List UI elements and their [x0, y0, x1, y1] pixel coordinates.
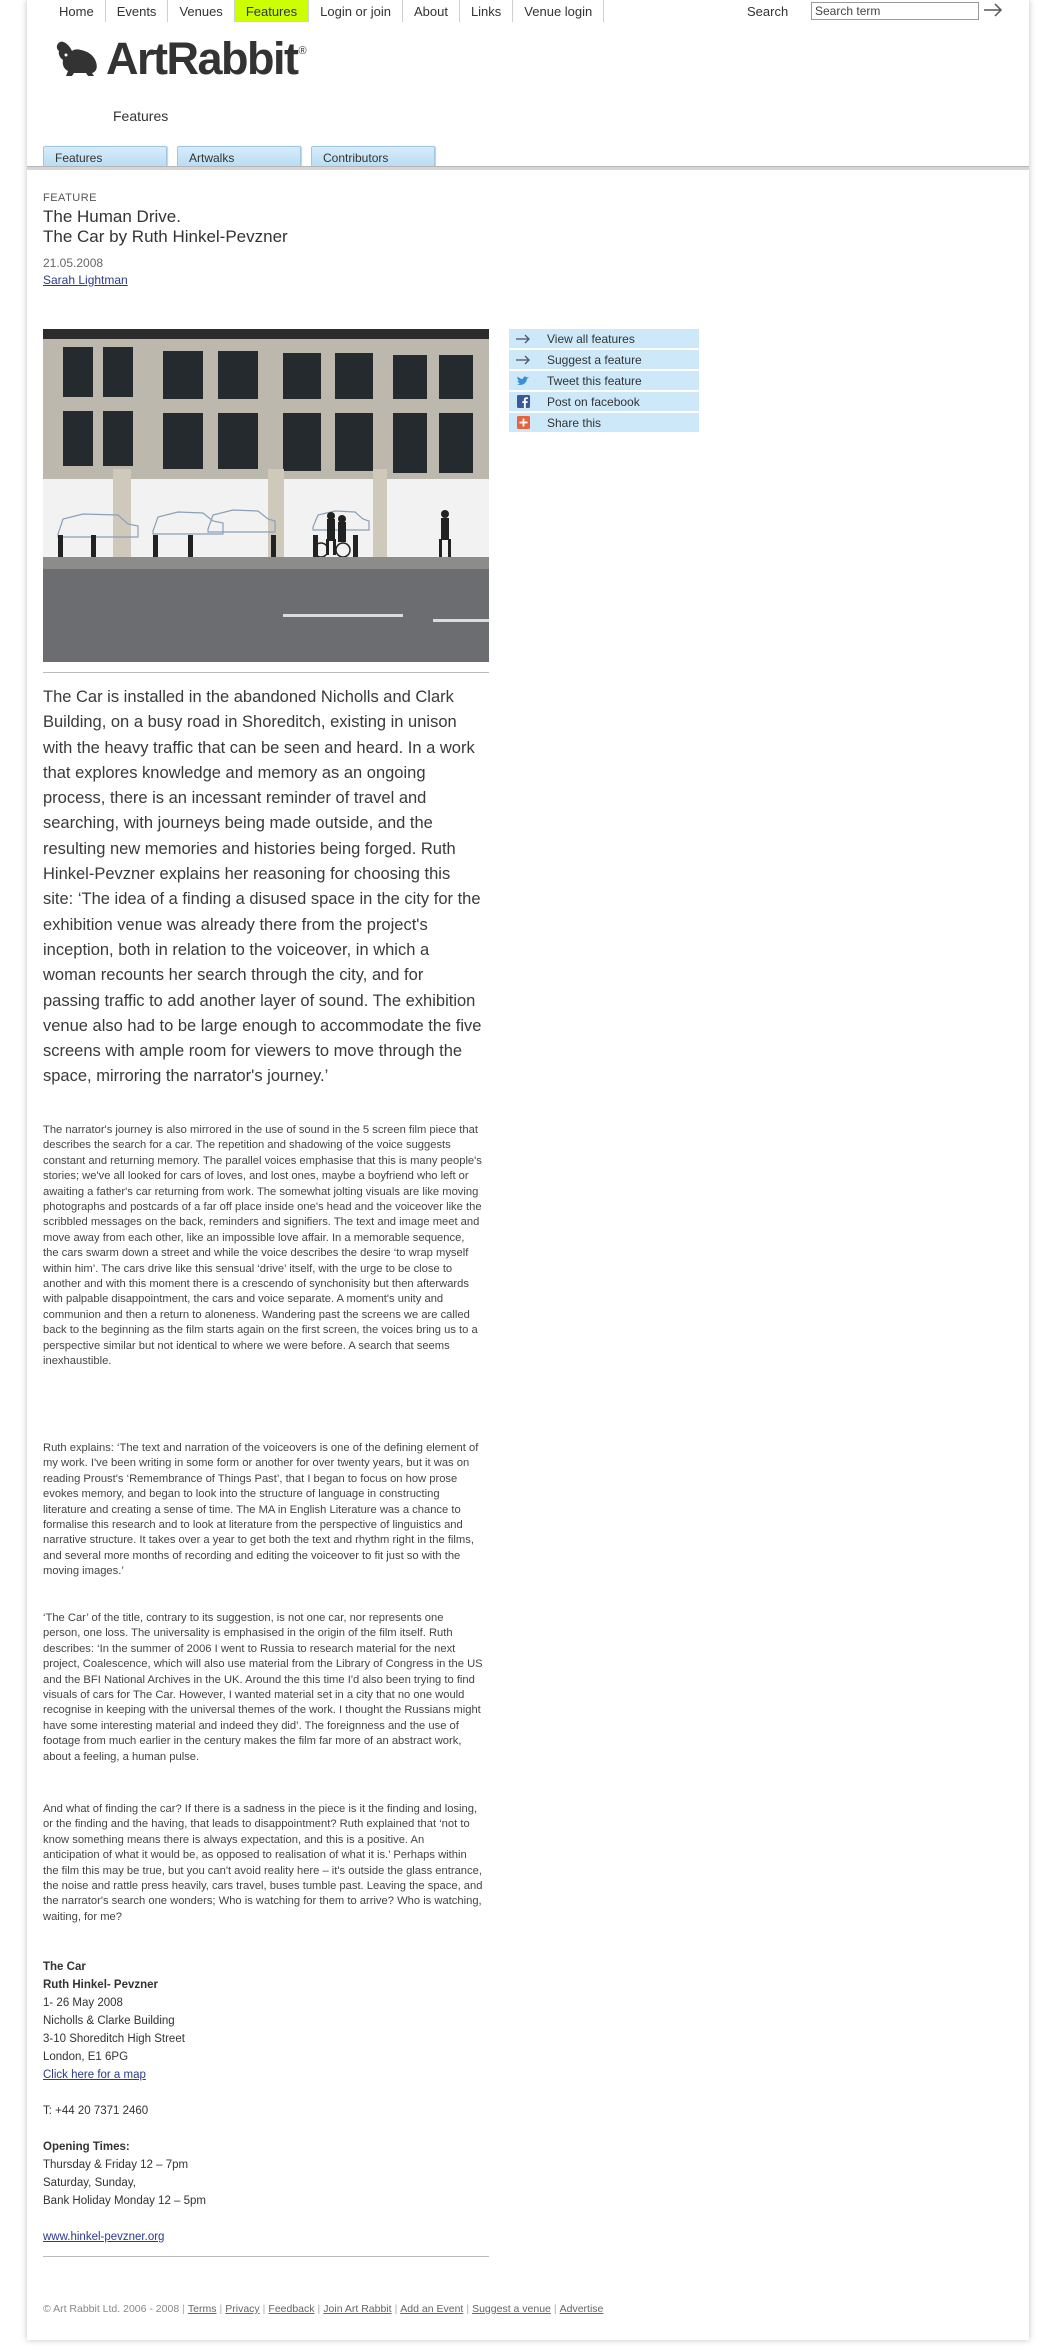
tab-artwalks[interactable]: Artwalks — [177, 146, 301, 167]
feature-sidebar — [509, 329, 699, 434]
tab-divider — [27, 166, 1029, 170]
article-title — [43, 207, 288, 247]
sidebar-share-this[interactable] — [509, 413, 699, 432]
facebook-icon — [509, 392, 537, 411]
footer-link-privacy[interactable]: Privacy — [225, 2303, 260, 2315]
artist-website-link[interactable]: www.hinkel-pevzner.org — [43, 2231, 165, 2243]
footer-copyright: © Art Rabbit Ltd. 2006 - 2008 — [43, 2303, 180, 2315]
nav-links[interactable]: Links — [460, 0, 513, 22]
search-input[interactable] — [811, 2, 979, 20]
article-paragraph-1: The narrator's journey is also mirrored in the use of sound in the 5 screen film piece that describes the search for a car. The repetition and shadowing of the voice suggests constant and returning memory. The parallel voices emphasise that this is many people's stories; we've all looked for cars of loves, and lost ones, maybe a boyfriend who left or awaiting a father's car returning from work. The somewhat jolting visuals are like moving photographs and postcards of a far off place inside one's head and the voiceover like the scribbled messages on the back, reminders and signifiers. The text and image meet and move away from each other, like an impossible love affair. In a memorable sequence, the cars swarm down a street and while the voice describes the desire ‘to wrap myself within him’. The cars drive like this sensual ‘drive’ itself, with the urge to be close to another and with this moment there is a crescendo of synchonisity but then afterwards with palpable disappointment, the cars and voice separate. A moment's unity and communion and then a return to aloneness. Wandering past the screens we are called back to the beginning as the film starts again on the first screen, the voices bring us to a perspective similar but not identical to where we were before. A search that seems inexhaustible. — [43, 1124, 482, 1368]
info-artist: Ruth Hinkel- Pevzner — [43, 1979, 159, 1991]
info-dates: 1- 26 May 2008 — [43, 1997, 123, 2009]
footer-link-join[interactable]: Join Art Rabbit — [323, 2303, 392, 2315]
opening-times-line-1: Thursday & Friday 12 – 7pm — [43, 2159, 189, 2171]
nav-events[interactable]: Events — [106, 0, 169, 22]
top-nav — [48, 0, 604, 22]
section-tabs — [43, 146, 445, 167]
article-lead: The Car is installed in the abandoned Nicholls and Clark Building, on a busy road in Shoreditch, existing in unison with the heavy traffic that can be seen and heard. In a work that explores knowledge and memory as an ongoing process, there is an incessant reminder of travel and searching, with journeys being made outside, and the resulting new memories and histories being forged. Ruth Hinkel-Pevzner explains her reasoning for choosing this site: ‘The idea of a finding a disused space in the city for the exhibition venue was already there from the project's inception, both in relation to the voiceover, in which a woman recounts her search through the city, and for passing traffic to add another layer of sound. The exhibition venue also had to be large enough to accommodate the five screens with ample room for viewers to move through the space, mirroring the narrator's journey.’ — [43, 688, 482, 1086]
article-title-line2: The Car by Ruth Hinkel-Pevzner — [43, 227, 288, 246]
info-street: 3-10 Shoreditch High Street — [43, 2033, 185, 2045]
arrow-icon — [509, 329, 537, 348]
article-paragraph-3: ‘The Car’ of the title, contrary to its suggestion, is not one car, nor represents one person, one loss. The universality is emphasised in the origin of the film itself. Ruth describes: ‘In the summer of 2006 I went to Russia to research material for the next project, Coalescence, which will also use material from the Library of Congress in the US and the BFI National Archives in the UK. Around the this time I'd also been trying to find visuals of cars for The Car. However, I wanted material set in a city that no one would recognise in keeping with the universal themes of the work. I thought the Russians might have some interesting material and indeed they did’. The foreignness and the use of footage from much earlier in the century makes the film far more of an abstract work, about a feeling, a human pulse. — [43, 1612, 483, 1763]
opening-times-line-2: Saturday, Sunday, — [43, 2177, 136, 2189]
info-work-title: The Car — [43, 1961, 86, 1973]
map-link[interactable]: Click here for a map — [43, 2069, 146, 2081]
share-icon — [509, 413, 537, 432]
building-photo-illustration — [43, 329, 489, 662]
site-footer: © Art Rabbit Ltd. 2006 - 2008 | Terms | Privacy | Feedback | Join Art Rabbit | Add an Event | Suggest a venue | Advertise — [43, 2303, 604, 2315]
rabbit-icon — [54, 38, 100, 80]
logo-text: ArtRabbit — [106, 33, 298, 84]
opening-times-heading: Opening Times: — [43, 2141, 130, 2153]
footer-link-advertise[interactable]: Advertise — [559, 2303, 604, 2315]
sidebar-label: Post on facebook — [547, 394, 640, 409]
info-phone: T: +44 20 7371 2460 — [43, 2105, 149, 2117]
footer-link-feedback[interactable]: Feedback — [268, 2303, 315, 2315]
opening-times-line-3: Bank Holiday Monday 12 – 5pm — [43, 2195, 207, 2207]
footer-link-suggest-venue[interactable]: Suggest a venue — [472, 2303, 551, 2315]
tab-contributors[interactable]: Contributors — [311, 146, 435, 167]
footer-link-terms[interactable]: Terms — [187, 2303, 217, 2315]
article-date: 21.05.2008 — [43, 256, 104, 270]
info-venue: Nicholls & Clarke Building — [43, 2015, 175, 2027]
article-title-line1: The Human Drive. — [43, 207, 181, 226]
nav-venue-login[interactable]: Venue login — [513, 0, 604, 22]
nav-home[interactable]: Home — [48, 0, 106, 22]
sidebar-tweet-feature[interactable] — [509, 371, 699, 390]
sidebar-suggest-feature[interactable] — [509, 350, 699, 369]
sidebar-label: View all features — [547, 331, 635, 346]
author-link[interactable]: Sarah Lightman — [43, 273, 128, 287]
nav-features[interactable]: Features — [235, 0, 309, 22]
section-title: Features — [113, 108, 169, 124]
arrow-icon — [509, 350, 537, 369]
twitter-icon — [509, 371, 537, 390]
content-end-divider — [43, 2256, 489, 2257]
article-paragraph-2: Ruth explains: ‘The text and narration of the voiceovers is one of the defining element of my work. I've been writing in some form or another for over twenty years, but it was on reading Proust's ‘Remembrance of Things Past’, that I began to focus on how prose evokes memory, and began to look into the structure of language in constructing literature and creating a sense of time. The MA in English Literature was a chance to formalise this research and to look at literature from the perspective of linguistics and narrative structure. It takes over a year to get both the text and rhythm right in the films, and several more months of recording and editing the voiceover to fit just so with the moving images.’ — [43, 1442, 479, 1578]
sidebar-post-facebook[interactable] — [509, 392, 699, 411]
footer-link-add-event[interactable]: Add an Event — [400, 2303, 464, 2315]
sidebar-label: Suggest a feature — [547, 352, 642, 367]
feature-photo — [43, 329, 489, 662]
search-label: Search — [747, 4, 789, 19]
artrabbit-logo[interactable] — [54, 33, 307, 84]
page-frame — [27, 0, 1029, 2340]
search-submit-arrow-icon[interactable] — [982, 1, 1004, 19]
nav-about[interactable]: About — [403, 0, 460, 22]
nav-login[interactable]: Login or join — [309, 0, 403, 22]
sidebar-label: Tweet this feature — [547, 373, 642, 388]
photo-divider — [43, 672, 489, 673]
nav-venues[interactable]: Venues — [168, 0, 234, 22]
logo-registered-mark: ® — [298, 45, 307, 57]
article-kicker: FEATURE — [43, 192, 98, 204]
tab-features[interactable]: Features — [43, 146, 167, 167]
info-city: London, E1 6PG — [43, 2051, 129, 2063]
article-paragraph-4: And what of finding the car? If there is a sadness in the piece is it the finding and losing, or the finding and the having, that leads to disappointment? Ruth explained that ‘not to know something means there is always expectation, and this is a positive. An anticipation of what it would be, as opposed to realisation of what it is.’ Perhaps within the film this may be true, but you can't avoid reality here – it's outside the glass entrance, the noise and rattle press heavily, cars travel, buses tumble past. Leaving the space, and the narrator's search one wonders; Who is watching for them to arrive? Who is watching, waiting, for me? — [43, 1803, 483, 1923]
exhibition-info — [43, 1958, 483, 2246]
sidebar-view-all-features[interactable] — [509, 329, 699, 348]
sidebar-label: Share this — [547, 415, 602, 430]
